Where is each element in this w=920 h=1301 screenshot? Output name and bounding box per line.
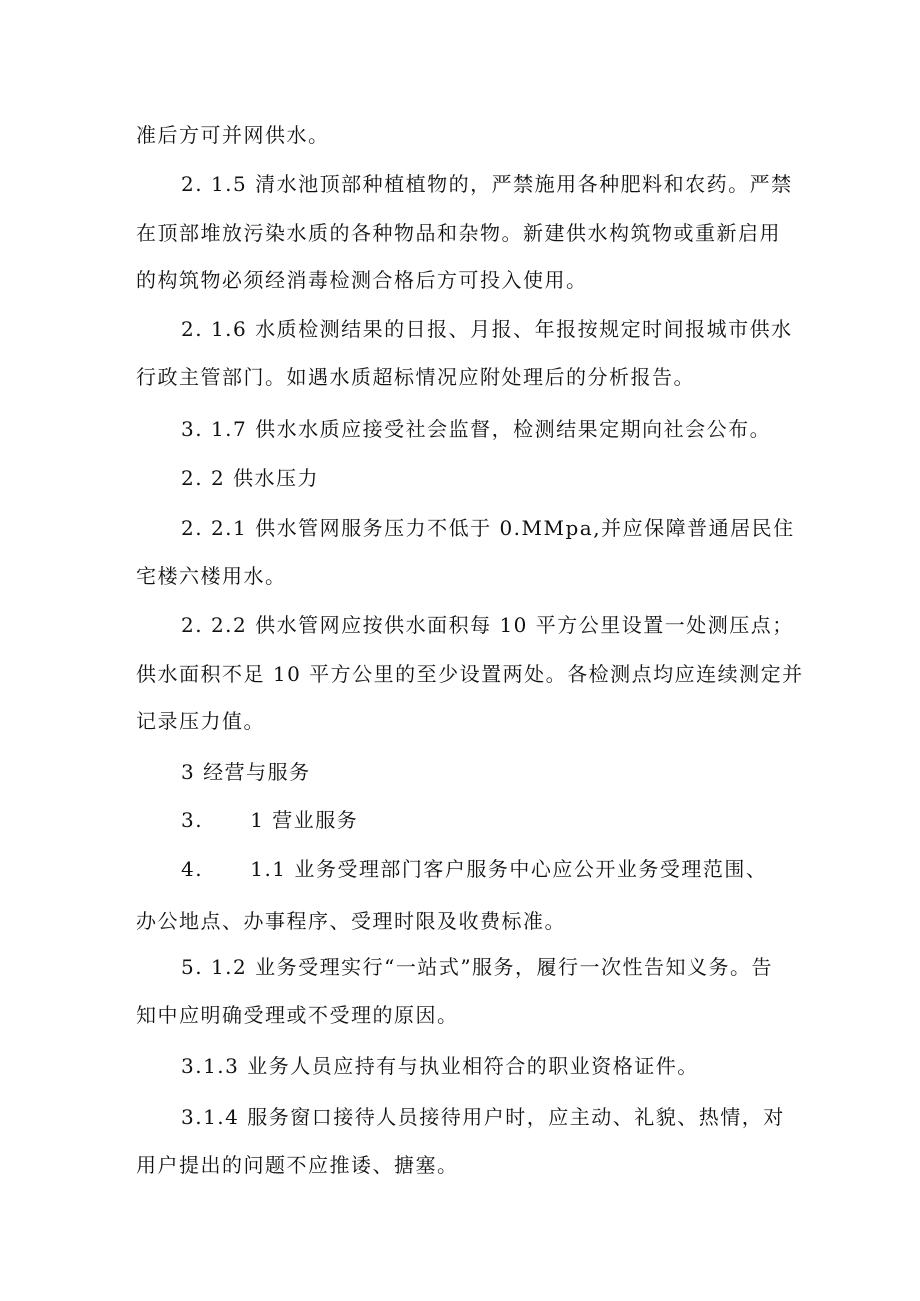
text-line: 供水面积不足 10 平方公里的至少设置两处。各检测点均应连续测定并	[136, 662, 804, 686]
text-line: 办公地点、办事程序、受理时限及收费标准。	[136, 909, 566, 933]
text-line: 3. 1.7 供水水质应接受社会监督，检测结果定期向社会公布。	[181, 417, 772, 441]
text-line: 2. 2 供水压力	[181, 466, 320, 490]
text-line: 5. 1.2 业务受理实行“一站式”服务，履行一次性告知义务。告	[181, 955, 774, 979]
text-line: 2. 1.6 水质检测结果的日报、月报、年报按规定时间报城市供水	[181, 317, 793, 341]
text-line: 3. 1 营业服务	[181, 808, 359, 832]
text-line: 在顶部堆放污染水质的各种物品和杂物。新建供水构筑物或重新启用	[136, 221, 781, 245]
text-line: 行政主管部门。如遇水质超标情况应附处理后的分析报告。	[136, 365, 695, 389]
text-line: 2. 1.5 清水池顶部种植植物的，严禁施用各种肥料和农药。严禁	[181, 172, 793, 196]
text-line: 2. 2.1 供水管网服务压力不低于 0.MMpa,并应保障普通居民住	[181, 516, 795, 540]
text-line: 记录压力值。	[136, 709, 265, 733]
text-line: 3.1.3 业务人员应持有与执业相符合的职业资格证件。	[181, 1054, 699, 1078]
text-line: 4. 1.1 业务受理部门客户服务中心应公开业务受理范围、	[181, 857, 768, 881]
text-line: 2. 2.2 供水管网应按供水面积每 10 平方公里设置一处测压点；	[181, 613, 794, 637]
text-line: 知中应明确受理或不受理的原因。	[136, 1003, 459, 1027]
text-line: 准后方可并网供水。	[136, 123, 330, 147]
text-line: 宅楼六楼用水。	[136, 564, 287, 588]
text-line: 3 经营与服务	[181, 760, 311, 784]
text-line: 3.1.4 服务窗口接待人员接待用户时，应主动、礼貌、热情，对	[181, 1105, 785, 1129]
text-line: 用户提出的问题不应推诿、搪塞。	[136, 1153, 459, 1177]
text-line: 的构筑物必须经消毒检测合格后方可投入使用。	[136, 268, 588, 292]
